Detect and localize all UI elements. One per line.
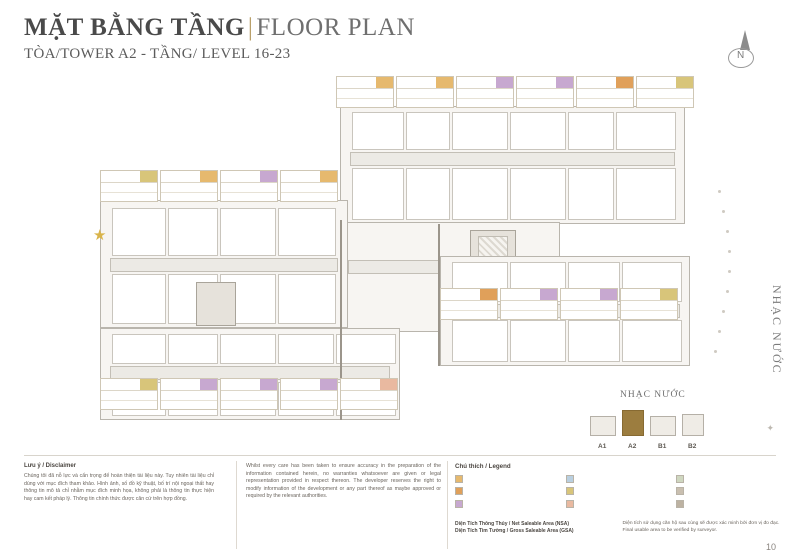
unit-card-areas (457, 88, 513, 107)
unit-card-header (501, 289, 557, 300)
unit-card-areas (397, 88, 453, 107)
unit-card[interactable] (280, 170, 338, 202)
legend-swatch (676, 475, 684, 483)
legend-footnote-areas (455, 521, 613, 536)
unit-card[interactable] (560, 288, 618, 320)
unit-card[interactable] (100, 378, 158, 410)
unit-shape (406, 168, 450, 220)
unit-card[interactable] (516, 76, 574, 108)
water-dot (726, 230, 729, 233)
unit-nsa-row (441, 310, 497, 319)
unit-card-header (457, 77, 513, 88)
legend-item (455, 487, 559, 496)
unit-bedroom-badge (616, 77, 633, 88)
legend-item (676, 499, 780, 508)
legend-swatch (566, 475, 574, 483)
unit-nsa-row (457, 98, 513, 107)
keymap-block-label: A1 (598, 443, 607, 450)
unit-gsa-row (161, 391, 217, 400)
unit-bedroom-badge (140, 379, 157, 390)
unit-gsa-row (101, 183, 157, 192)
unit-gsa-row (101, 391, 157, 400)
unit-gsa-row (221, 183, 277, 192)
unit-code (221, 171, 260, 182)
unit-card-areas (281, 182, 337, 201)
legend-item (566, 474, 670, 483)
water-dot (718, 190, 721, 193)
unit-bedroom-badge (200, 171, 217, 182)
unit-card-areas (101, 182, 157, 201)
unit-card[interactable] (220, 378, 278, 410)
unit-card-header (281, 379, 337, 390)
unit-card[interactable] (336, 76, 394, 108)
unit-nsa-row (221, 400, 277, 409)
unit-code (441, 289, 480, 300)
unit-shape (510, 112, 566, 150)
legend-footnote-surveyor-text: Diện tích sử dụng căn hộ sau cùng sẽ được xác minh bởi đơn vị đo đạc. Final usable area to be verified by surveyor. (622, 521, 780, 533)
unit-nsa-row (501, 310, 557, 319)
legend (455, 463, 780, 508)
water-dot (728, 270, 731, 273)
unit-card-areas (221, 182, 277, 201)
unit-card[interactable] (500, 288, 558, 320)
keymap-block-b1[interactable] (650, 416, 676, 436)
unit-nsa-row (281, 400, 337, 409)
page-title-vi: MẶT BẰNG TẦNG (24, 14, 245, 41)
keymap-block-label: A2 (628, 443, 637, 450)
unit-shape (278, 274, 336, 324)
unit-nsa-row (161, 400, 217, 409)
unit-nsa-row (561, 310, 617, 319)
legend-swatch (676, 500, 684, 508)
disclaimer-text-en: Whilst every care has been taken to ensure accuracy in the preparation of the information contained herein, no warranties whatsoever are given or legal representation provided in respect thereon. The developer reserves the right to modify information of the development or any part thereof as maybe approved or required by the relevant authorities. (246, 463, 441, 500)
unit-shape (278, 334, 334, 364)
legend-column (676, 474, 780, 508)
unit-shape (510, 320, 566, 362)
star-marker-icon: ★ (93, 227, 107, 244)
unit-shape (452, 112, 508, 150)
unit-card[interactable] (160, 170, 218, 202)
unit-shape (278, 208, 336, 256)
unit-shape (616, 168, 676, 220)
unit-shape (112, 274, 166, 324)
unit-gsa-row (397, 89, 453, 98)
legend-footnote-area-text: Diện Tích Thông Thủy / Net Saleable Area (NSA) Diện Tích Tim Tường / Gross Saleable Area (GSA) (455, 521, 574, 535)
unit-card-header (621, 289, 677, 300)
unit-card[interactable] (620, 288, 678, 320)
unit-card-header (341, 379, 397, 390)
unit-gsa-row (281, 391, 337, 400)
legend-footnote-surveyor (623, 521, 781, 536)
unit-card-header (561, 289, 617, 300)
legend-item (566, 487, 670, 496)
unit-code (561, 289, 600, 300)
water-dot (722, 310, 725, 313)
unit-card-areas (341, 390, 397, 409)
unit-code (341, 379, 380, 390)
unit-bedroom-badge (660, 289, 677, 300)
unit-code (397, 77, 436, 88)
water-dot (728, 250, 731, 253)
unit-card-header (637, 77, 693, 88)
unit-nsa-row (621, 310, 677, 319)
legend-item (676, 487, 780, 496)
unit-gsa-row (621, 301, 677, 310)
unit-card[interactable] (280, 378, 338, 410)
unit-gsa-row (337, 89, 393, 98)
unit-card[interactable] (456, 76, 514, 108)
unit-bedroom-badge (556, 77, 573, 88)
unit-nsa-row (221, 192, 277, 201)
unit-gsa-row (221, 391, 277, 400)
unit-code (221, 379, 260, 390)
unit-code (577, 77, 616, 88)
legend-title: Chú thích / Legend (455, 463, 511, 470)
unit-shape (112, 208, 166, 256)
unit-code (517, 77, 556, 88)
unit-gsa-row (561, 301, 617, 310)
water-dot (718, 330, 721, 333)
footer-divider (24, 455, 776, 456)
unit-bedroom-badge (480, 289, 497, 300)
title-block (24, 14, 415, 63)
unit-code (161, 379, 200, 390)
water-feature-label: NHẠC NƯỚC (770, 285, 784, 375)
keymap-block-label: B2 (688, 443, 697, 450)
unit-bedroom-badge (320, 379, 337, 390)
corridor-upper-right (350, 152, 675, 166)
unit-nsa-row (577, 98, 633, 107)
legend-column (455, 474, 559, 508)
unit-nsa-row (337, 98, 393, 107)
unit-card-areas (161, 390, 217, 409)
unit-shape (568, 112, 614, 150)
unit-code (101, 171, 140, 182)
unit-shape (352, 168, 404, 220)
compass-north-letter: N (737, 50, 745, 61)
unit-shape (220, 334, 276, 364)
unit-shape (220, 208, 276, 256)
unit-card[interactable] (636, 76, 694, 108)
unit-card-areas (101, 390, 157, 409)
unit-code (161, 171, 200, 182)
unit-bedroom-badge (600, 289, 617, 300)
unit-card-header (441, 289, 497, 300)
key-map (590, 390, 780, 450)
unit-card-areas (281, 390, 337, 409)
legend-items (455, 474, 780, 508)
disclaimer-text-vi: Chúng tôi đã nỗ lực và cẩn trọng để hoàn thiện tài liệu này. Tuy nhiên tài liệu chỉ dùng với mục đích tham khảo. Hình ảnh, số đồ kỹ thuật, bố trí nội ngoại thất hay thông tin mô tả chỉ nhằm mục đích minh họa, không phải là thông tin thực hiện hay cam kết pháp lý. Thông tin chính thức được căn cứ trên hợp đồng. (24, 473, 214, 502)
unit-shape (622, 320, 682, 362)
unit-gsa-row (341, 391, 397, 400)
legend-item (676, 474, 780, 483)
unit-card-header (281, 171, 337, 182)
unit-code (637, 77, 676, 88)
unit-card-areas (517, 88, 573, 107)
unit-gsa-row (517, 89, 573, 98)
unit-shape (510, 168, 566, 220)
unit-shape (452, 320, 508, 362)
legend-swatch (566, 500, 574, 508)
unit-card-areas (637, 88, 693, 107)
unit-gsa-row (161, 183, 217, 192)
keymap-block-b2[interactable] (682, 414, 704, 436)
compass-needle (740, 30, 750, 50)
unit-card-header (517, 77, 573, 88)
unit-nsa-row (341, 400, 397, 409)
unit-card-header (101, 379, 157, 390)
legend-item (455, 474, 559, 483)
unit-card[interactable] (576, 76, 634, 108)
unit-code (501, 289, 540, 300)
unit-gsa-row (281, 183, 337, 192)
unit-bedroom-badge (496, 77, 513, 88)
unit-card-areas (501, 300, 557, 319)
unit-code (101, 379, 140, 390)
unit-bedroom-badge (320, 171, 337, 182)
footer-divider-vertical (447, 461, 448, 549)
keymap-block-label: B1 (658, 443, 667, 450)
water-dot (722, 210, 725, 213)
unit-gsa-row (441, 301, 497, 310)
legend-item (566, 499, 670, 508)
page-title-en: FLOOR PLAN (256, 14, 415, 41)
unit-shape (406, 112, 450, 150)
keymap-block-a1[interactable] (590, 416, 616, 436)
key-map-title: NHẠC NƯỚC (620, 390, 686, 400)
unit-card-areas (561, 300, 617, 319)
unit-nsa-row (281, 192, 337, 201)
unit-bedroom-badge (140, 171, 157, 182)
unit-card-header (577, 77, 633, 88)
unit-bedroom-badge (380, 379, 397, 390)
unit-gsa-row (501, 301, 557, 310)
unit-shape (352, 112, 404, 150)
unit-nsa-row (397, 98, 453, 107)
water-dot (726, 290, 729, 293)
unit-code (457, 77, 496, 88)
unit-shape (452, 168, 508, 220)
unit-bedroom-badge (200, 379, 217, 390)
unit-card-areas (221, 390, 277, 409)
unit-shape (568, 320, 620, 362)
unit-bedroom-badge (676, 77, 693, 88)
legend-column (566, 474, 670, 508)
unit-card-areas (621, 300, 677, 319)
unit-nsa-row (101, 400, 157, 409)
unit-nsa-row (101, 192, 157, 201)
page-subtitle: TÒA/TOWER A2 - TẦNG/ LEVEL 16-23 (24, 46, 291, 62)
unit-card-areas (577, 88, 633, 107)
unit-card[interactable] (340, 378, 398, 410)
unit-card[interactable] (220, 170, 278, 202)
legend-item (455, 499, 559, 508)
unit-nsa-row (637, 98, 693, 107)
unit-shape (168, 208, 218, 256)
unit-shape (168, 334, 218, 364)
legend-swatch (455, 500, 463, 508)
unit-shape (336, 334, 396, 364)
unit-shape (568, 168, 614, 220)
legend-swatch (676, 487, 684, 495)
legend-footnotes (455, 521, 780, 536)
unit-gsa-row (457, 89, 513, 98)
unit-card-header (161, 171, 217, 182)
unit-bedroom-badge (436, 77, 453, 88)
unit-card-header (221, 379, 277, 390)
water-dot (714, 350, 717, 353)
unit-card-header (397, 77, 453, 88)
unit-card-areas (441, 300, 497, 319)
unit-bedroom-badge (376, 77, 393, 88)
unit-shape (112, 334, 166, 364)
unit-bedroom-badge (540, 289, 557, 300)
unit-gsa-row (637, 89, 693, 98)
keymap-block-a2[interactable] (622, 410, 644, 436)
unit-card-header (161, 379, 217, 390)
unit-card-header (337, 77, 393, 88)
unit-card-header (101, 171, 157, 182)
page-number: 10 (765, 542, 776, 552)
title-separator: | (247, 14, 254, 41)
legend-swatch (566, 487, 574, 495)
unit-card-areas (161, 182, 217, 201)
unit-gsa-row (577, 89, 633, 98)
unit-nsa-row (161, 192, 217, 201)
unit-code (281, 171, 320, 182)
unit-card-areas (337, 88, 393, 107)
unit-card[interactable] (396, 76, 454, 108)
disclaimer-vi (24, 463, 214, 503)
unit-code (337, 77, 376, 88)
disclaimer-en (246, 463, 441, 501)
page-title (24, 14, 415, 42)
unit-shape (616, 112, 676, 150)
unit-nsa-row (517, 98, 573, 107)
unit-bedroom-badge (260, 171, 277, 182)
unit-card-header (221, 171, 277, 182)
corridor-left-upper (110, 258, 338, 272)
legend-swatch (455, 487, 463, 495)
unit-card[interactable] (160, 378, 218, 410)
unit-card[interactable] (440, 288, 498, 320)
unit-bedroom-badge (260, 379, 277, 390)
disclaimer-heading: Lưu ý / Disclaimer (24, 463, 77, 469)
unit-code (281, 379, 320, 390)
footer-divider-vertical (236, 461, 237, 549)
unit-code (621, 289, 660, 300)
legend-swatch (455, 475, 463, 483)
stair-core-left (196, 282, 236, 326)
keymap-tree-icon: ✦ (766, 423, 774, 433)
footer (0, 455, 800, 560)
unit-card[interactable] (100, 170, 158, 202)
